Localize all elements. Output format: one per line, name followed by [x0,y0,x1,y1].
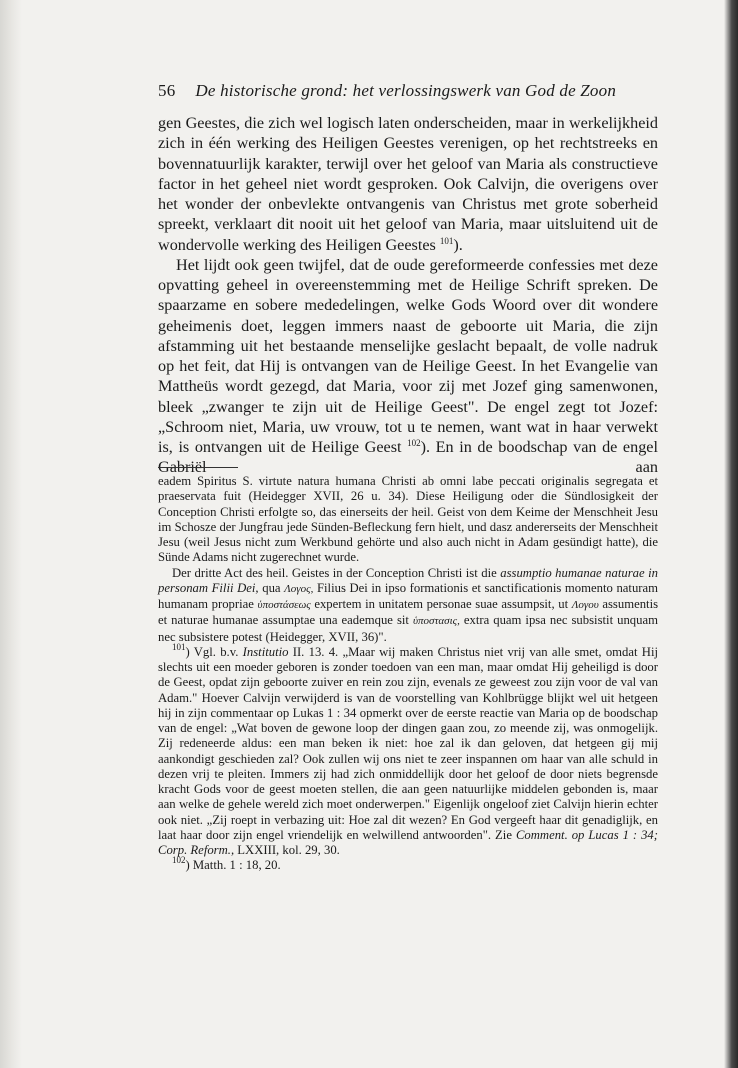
page-edge-right [724,0,738,1068]
paragraph-1-tail: ). [453,235,463,254]
fn100-italic: assumptio humanae naturae in personam Filii Dei, [158,565,658,595]
fn100-greek-1: Λογος, [284,582,314,595]
fn100-text-f: extra quam ipsa nec subsistit unquam nec subsistere potest (Heidegger, XVII, 36)". [158,613,658,644]
fn101-italic-c: Comment. op Lucas 1 : 34; Corp. Reform., [158,827,658,857]
fn100-greek-3: Λογου [571,599,599,611]
fn100-text-b: qua [262,580,281,595]
running-header [158,81,658,101]
footnotes [158,474,658,874]
fn100-text-e: assumentis et naturae humanae assumptae una eademque sit [158,597,659,628]
fn100-greek-2: ὑποστάσεως [257,599,311,611]
page-number: 56 [158,81,176,100]
page-edge-left [0,0,22,1068]
fn101-text-b: II. 13. 4. „Maar wij maken Christus niet vrij van alle smet, omdat Hij slechts uit een moeder geboren is zonder toedoen van een man, maar omdat Hij geheiligd is door de Geest, opdat zijn geboorte zuiver en rein zou zijn, evenals ze geweest zou zijn voor de val van Adam." Hoever Calvijn verwijderd is van de voorstelling van Kohlbrügge blijkt wel uit hetgeen hij in zijn commentaar op Lukas 1 : 34 opmerkt over de eerste reactie van Maria op de boodschap van de engel: „Wat boven de gewone loop der dingen gaan zou, zo meende zij, was onmogelijk. Zij redeneerde aldus: een man beken ik niet: hoe zal ik dan geloven, dat hetgeen gij mij aankondigt geschieden zal? Ook zullen wij ons niet te zeer inspannen om haar van alle schuld in dezen vrij te pleiten. Immers zij had zich onmiddellijk door het geloof de door niets begrensde kracht Gods voor de geest moeten stellen, die aan geen natuurlijke middelen gebonden is, maar aan welke de gehele wereld zich moet onderwerpen." Eigenlijk ongeloof ziet Calvijn hierin echter ook niet. „Zij roept in verbazing uit: Hoe zal dit wezen? En God vergeeft haar dit genadiglijk, en laat haar door zijn engel vriendelijk en welwillend antwoorden". Zie [158,644,658,842]
footnote-rule [158,467,238,468]
footnote-101 [158,641,658,859]
footnote-102 [158,855,658,873]
paragraph-2-tail: ). En in de boodschap van de engel Gabriël aan [158,438,658,477]
paragraph-1-text: gen Geestes, die zich wel logisch laten onderscheiden, maar in werkelijkheid zich in één werking des Heiligen Geestes verenigen, op het rechtstreeks en bovennatuurlijk karakter, terwijl over het geloof van Maria als constructieve factor in het geheel niet wordt gesproken. Ook Calvijn, die overigens over het wonder der onbevlekte ontvangenis van Christus met grote soberheid spreekt, verklaart dit nooit uit het geloof van Maria, maar uitsluitend uit de wondervolle werking des Heiligen Geestes [158,114,658,254]
paragraph-2 [158,255,658,478]
paragraph-1 [158,113,658,255]
fn100-text-d: expertem in unitatem personae suae assumpsit, ut [314,597,569,611]
fn100-text-a: Der dritte Act des heil. Geistes in der Conception Christi ist die [172,565,497,580]
fn102-text: ) Matth. 1 : 18, 20. [185,858,281,873]
fn101-italic-a: Institutio [242,644,289,659]
footnote-102-number: 102 [172,855,186,866]
footnote-101-number: 101 [172,641,186,652]
footnote-100-continued: eadem Spiritus S. virtute natura humana Christi ab omni labe peccati originalis segregata et praeservata fuit (Heidegger XVII, 26 u. 34). Diese Heiligung oder die Sündlosigkeit der Conception Christi erfolgte so, das einerseits der heil. Geist von dem Keime der Menschheit Jesu im Schosze der Jungfrau jede Sünden-Befleckung fern hielt, und dasz andererseits der Menschheit Jesu (weil Jesus nicht zum Werkbund gehörte und also auch nicht in Adam gesündigt hatte), die Sünde Adams nicht zugerechnet wurde. [158,474,658,565]
footnote-ref-102: 102 [407,438,421,448]
fn100-greek-4: ὑποστασις, [412,615,460,628]
running-title: De historische grond: het verlossingswerk van God de Zoon [195,81,617,100]
fn100-text-c: Filius Dei in ipso formationis et sanctificationis momento naturam humanam propriae [158,580,659,611]
fn101-text-a: ) Vgl. b.v. [185,644,239,659]
footnote-100-paragraph-2 [158,566,658,645]
paragraph-2-text: Het lijdt ook geen twijfel, dat de oude gereformeerde confessies met deze opvatting geheel in overeenstemming met de Heilige Schrift spreken. De spaarzame en sobere mededelingen, welke Gods Woord over dit wondere geheimenis doet, leggen immers naast de geboorte uit Maria, die zijn afstamming uit het bestaande menselijke geslacht bepaalt, de volle nadruk op het feit, dat Hij is ontvangen van de Heilige Geest. In het Evangelie van Mattheüs wordt gezegd, dat Maria, voor zij met Jozef ging samenwonen, bleek „zwanger te zijn uit de Heilige Geest". De engel zegt tot Jozef: „Schroom niet, Maria, uw vrouw, tot u te nemen, want wat in haar verwekt is, is ontvangen uit de Heilige Geest [158,255,658,456]
fn101-text-d: LXXIII, kol. 29, 30. [237,843,340,857]
main-text [158,113,658,478]
footnote-ref-101: 101 [439,235,454,246]
